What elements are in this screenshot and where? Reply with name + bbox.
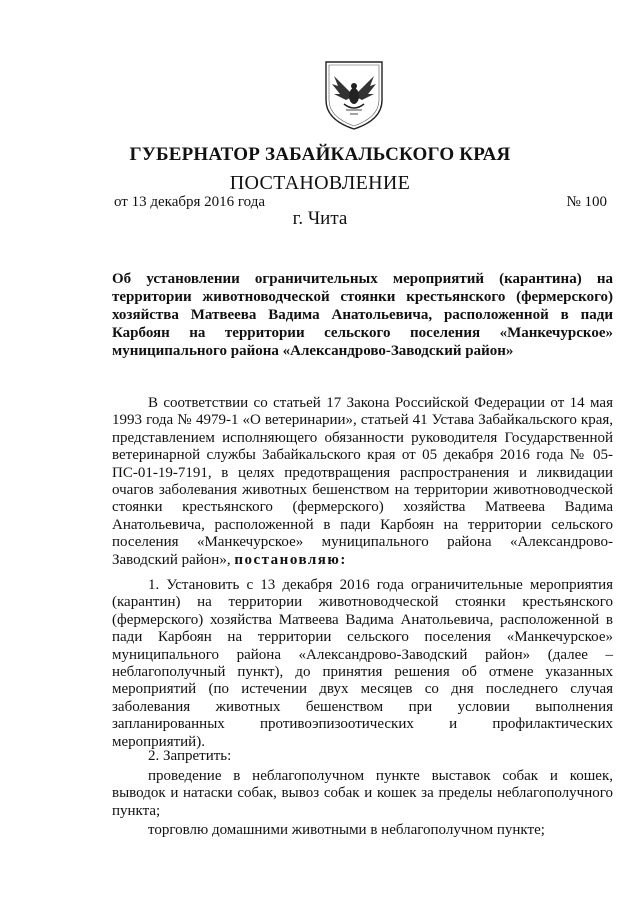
- preamble-text: В соответствии со статьей 17 Закона Российской Федерации от 14 мая 1993 года № 4979-1 «О ветеринарии», статьей 41 Устава Забайкальского края, представлением исполняющего обязанности руководителя Государственной ветеринарной службы Забайкальского края от 05 декабря 2016 года № 05-ПС-01-19-7191, в целях предотвращения распространения и ликвидации очагов заболевания животных бешенством на территории животноводческой стоянки крестьянского (фермерского) хозяйства Матвеева Вадима Анатольевича, расположенной в пади Карбоян на территории сельского поселения «Манкечурское» муниципального района «Александрово-Заводский район»,: [112, 395, 613, 568]
- item-1-paragraph: 1. Установить с 13 декабря 2016 года ограничительные мероприятия (карантин) на территории животноводческой стоянки крестьянского (фермерского) хозяйства Матвеева Вадима Анатольевича, расположенной в пади Карбоян на территории сельского поселения «Манкечурское» муниципального района «Александрово-Заводский район» (далее – неблагополучный пункт), до принятия решения об отмене указанных мероприятий (по истечении двух месяцев со дня последнего случая заболевания животных бешенством при условии выполнения запланированных противоэпизоотических и профилактических мероприятий).: [112, 577, 613, 750]
- preamble-paragraph: [112, 395, 613, 569]
- coat-of-arms-emblem: [320, 56, 388, 132]
- document-title: Об установлении ограничительных мероприятий (карантина) на территории животноводческой стоянки крестьянского (фермерского) хозяйства Матвеева Вадима Анатольевича, расположенной в пади Карбоян на территории сельского поселения «Манкечурское» муниципального района «Александрово-Заводский район»: [112, 271, 613, 359]
- decree-word: постановляю:: [234, 551, 347, 568]
- document-type: ПОСТАНОВЛЕНИЕ: [229, 172, 411, 194]
- government-title: ГУБЕРНАТОР ЗАБАЙКАЛЬСКОГО КРАЯ: [129, 144, 511, 165]
- document-date: от 13 декабря 2016 года: [114, 194, 266, 210]
- item-2a-paragraph: проведение в неблагополучном пункте выставок собак и кошек, выводок и натаски собак, вывоз собак и кошек за пределы неблагополучного пункта;: [112, 768, 613, 819]
- document-city: г. Чита: [292, 208, 348, 229]
- item-2b-paragraph: торговлю домашними животными в неблагополучном пункте;: [148, 822, 545, 838]
- document-number: № 100: [566, 194, 607, 210]
- item-2-paragraph: 2. Запретить:: [148, 748, 232, 764]
